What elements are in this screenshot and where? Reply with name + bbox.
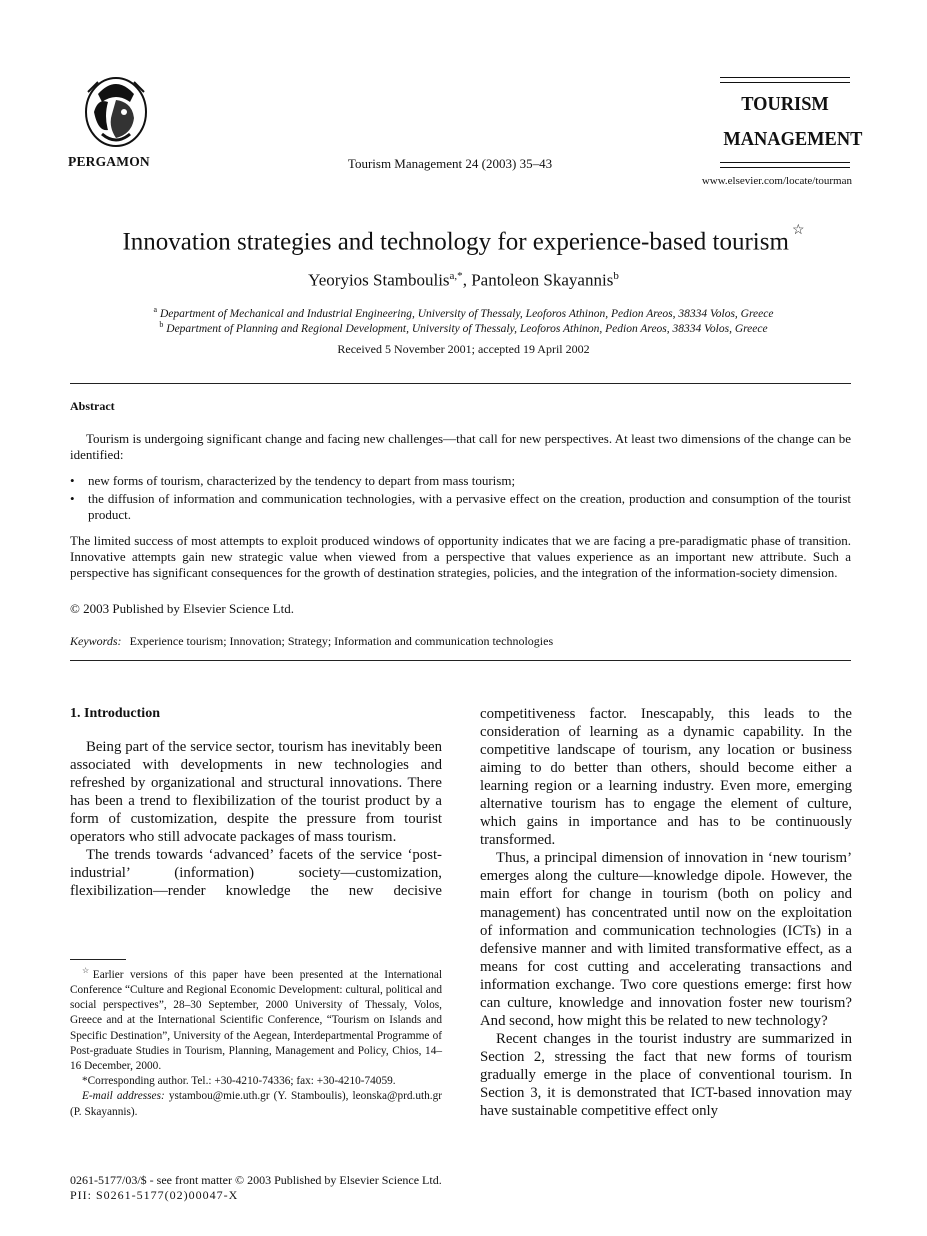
affiliation-mark: b <box>159 320 164 329</box>
footnotes <box>70 963 442 1120</box>
body-paragraph: Thus, a principal dimension of innovation in ‘new tourism’ emerges along the culture—knowledge dipole. However, the main effort for change in tourism (both on policy and management) has concentrated until now on the exploitation of information and communication technologies (ICTs) in a defensive manner and with limited transformative effect, as a means for cost cutting and accelerating transactions and information exchange. Two core questions emerge: first how can culture, knowledge and innovation foster new tourism? And second, how might this be related to new technology? <box>480 850 852 1029</box>
footnote-rule <box>70 959 126 960</box>
body-paragraph: The trends towards ‘advanced’ facets of the service ‘post-industrial’ (information) society—customization, flexibilization—render knowledge the new decisive <box>70 847 442 900</box>
body-paragraph: Being part of the service sector, tourism has inevitably been associated with developments in new technologies and refreshed by organizational and structural innovations. There has been a trend to flexibilization of the tourist product by a form of customization, despite the pressure from tourist operators who still advocate packages of mass tourism. <box>70 739 442 846</box>
bullet-text: new forms of tourism, characterized by the tendency to depart from mass tourism; <box>88 473 516 488</box>
affiliation-text: Department of Mechanical and Industrial Engineering, University of Thessaly, Leoforos Athinon, Pedion Areos, 38334 Volos, Greece <box>159 307 774 320</box>
bullet-text: the diffusion of information and communication technologies, with a pervasive effect on the creation, production and consumption of the tourist product. <box>88 491 851 522</box>
pergamon-logo <box>68 72 164 150</box>
affiliation-b <box>20 320 907 335</box>
abstract-paragraph: Tourism is undergoing significant change and facing new challenges—that call for new perspectives. At least two dimensions of the change can be identified: <box>70 431 851 462</box>
abstract-paragraph: The limited success of most attempts to exploit produced windows of opportunity indicates that we are facing a pre-paradigmatic phase of transition. Innovative attempts gain new strategic value when viewed from a perspective that values experience as an important new attribute. Such a perspective has significant consequences for the growth of destination strategies, policies, and the integration of the information-society dimension. <box>70 533 851 580</box>
footnote-star <box>70 963 442 1074</box>
body-paragraph: Recent changes in the tourist industry are summarized in Section 2, stressing the fact that new forms of tourism gradually emerge in the place of conventional tourism. In Section 3, it is demonstrated that ICT-based innovation may have sustainable competitive effect only <box>480 1030 852 1120</box>
masthead-rule <box>720 167 850 168</box>
footnote-corresponding: *Corresponding author. Tel.: +30-4210-74336; fax: +30-4210-74059. <box>82 1075 396 1088</box>
article-title <box>20 223 907 256</box>
keywords-text: Experience tourism; Innovation; Strategy; Information and communication technologies <box>129 634 554 648</box>
email-addresses[interactable]: ystambou@mie.uth.gr (Y. Stamboulis), leonska@prd.uth.gr (P. Skayannis). <box>70 1090 442 1118</box>
abstract-bullet <box>70 473 851 489</box>
star-footnote-mark[interactable]: ☆ <box>791 223 805 238</box>
section-heading: 1. Introduction <box>70 706 160 721</box>
masthead-rule <box>720 77 850 78</box>
footnote-text: Earlier versions of this paper have been presented at the International Conference “Culture and Regional Economic Development: cultural, political and social perspectives”, 28–30 September, 2000 University of Thessaly, Volos, Greece and at the International Scientific Conference, “Tourism on Islands and Specific Destination”, University of the Aegean, Interdepartmental Programme of Post-graduate Studies in Tourism, Planning, Management and Policy, Chios, 14–16 December, 2000. <box>70 968 442 1072</box>
affiliation-a <box>20 305 907 320</box>
masthead-rule <box>720 162 850 163</box>
author-name: , Pantoleon Skayannis <box>462 270 614 290</box>
abstract-heading: Abstract <box>70 399 115 413</box>
keywords <box>70 634 851 649</box>
abstract-top-rule <box>70 383 851 384</box>
left-column <box>70 705 442 900</box>
issn-line: 0261-5177/03/$ - see front matter © 2003 Published by Elsevier Science Ltd. <box>70 1173 442 1187</box>
affiliation-mark: a <box>153 305 158 314</box>
abstract-bullet <box>70 491 851 523</box>
article-title-text: Innovation strategies and technology for experience-based tourism <box>122 228 789 256</box>
author-affil-mark[interactable]: b <box>613 270 619 282</box>
email-label: E-mail addresses: <box>82 1090 165 1103</box>
copyright-line: © 2003 Published by Elsevier Science Ltd. <box>70 601 294 616</box>
journal-url[interactable]: www.elsevier.com/locate/tourman <box>701 175 852 187</box>
journal-title-line2: MANAGEMENT <box>723 128 863 150</box>
footnote-mark: ☆ <box>82 966 93 975</box>
keywords-label: Keywords: <box>70 634 122 648</box>
received-dates: Received 5 November 2001; accepted 19 April 2002 <box>337 342 590 356</box>
masthead-rule <box>720 82 850 83</box>
publisher-name: PERGAMON <box>68 154 150 169</box>
footnote-email <box>70 1089 442 1119</box>
author-name: Yeoryios Stamboulis <box>308 270 450 290</box>
bullet-symbol: • <box>70 491 75 506</box>
author-affil-mark[interactable]: a,* <box>449 270 463 282</box>
affiliation-text: Department of Planning and Regional Development, University of Thessaly, Leoforos Athinon, Pedion Areos, 38334 Volos, Greece <box>166 322 768 335</box>
pii-line: PII: S0261-5177(02)00047-X <box>70 1188 239 1202</box>
journal-citation: Tourism Management 24 (2003) 35–43 <box>347 156 553 171</box>
abstract-bottom-rule <box>70 660 851 661</box>
right-column <box>480 705 852 1120</box>
front-matter-info <box>70 1173 442 1203</box>
journal-title-line1: TOURISM <box>741 93 829 115</box>
body-paragraph-continued: competitiveness factor. Inescapably, this leads to the consideration of learning as a dynamic capability. In the competitive landscape of tourism, any location or business aiming to do better than others, should become either a learning region or a learning industry. Even more, emerging alternative tourism has to engage the element of culture, which gains in importance and has to be continuously transformed. <box>480 706 852 849</box>
author-list <box>20 270 907 291</box>
bullet-symbol: • <box>70 473 75 488</box>
